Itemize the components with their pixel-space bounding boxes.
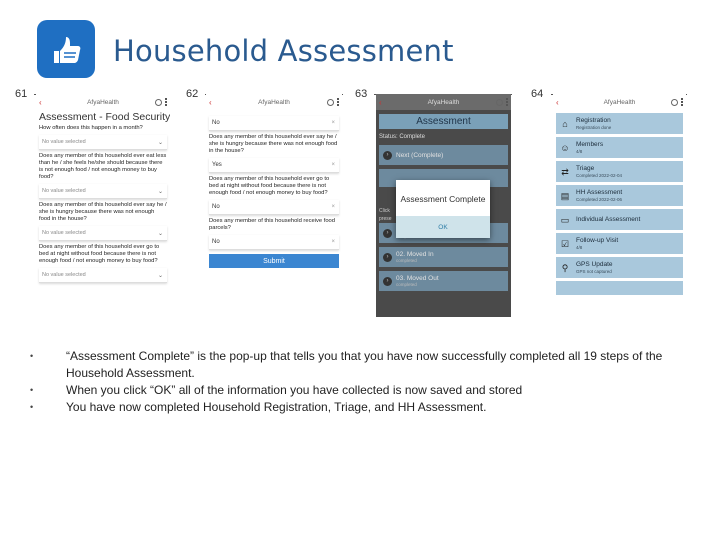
app-title: AfyaHealth [427, 98, 460, 106]
side-label: prese [379, 216, 392, 222]
submit-button[interactable]: Submit [209, 254, 339, 268]
back-icon[interactable]: ‹ [556, 97, 559, 107]
side-label: Click [379, 208, 390, 214]
screenshot-food-security [36, 94, 170, 317]
transfer-icon: ⇄ [561, 166, 569, 177]
screenshot-assessment-complete [376, 94, 511, 317]
clear-icon[interactable]: × [331, 204, 335, 210]
menu-item-members[interactable]: ☺ Members 4/8 [556, 137, 683, 158]
answer-select[interactable]: Yes × [209, 158, 339, 173]
screenshot-household-menu [553, 94, 686, 317]
clear-icon[interactable]: × [331, 162, 335, 168]
screenshot-food-security-answers [206, 94, 342, 317]
app-title: AfyaHealth [258, 98, 290, 106]
bullet-list [30, 348, 698, 416]
bullet-item: • You have now completed Household Registration, Triage, and HH Assessment. [30, 400, 487, 414]
question-label: How often does this happen in a month? [39, 125, 143, 131]
chevron-right-icon: › [383, 253, 392, 262]
question-label: Does any member of this household ever go to bed at night without food because there is not enough food / not enough money to buy food? [39, 244, 160, 264]
checkbox-icon: ☑ [560, 238, 570, 249]
menu-item-hh-assessment[interactable]: ▤ HH Assessment Completed 2022-02-06 [556, 185, 683, 206]
house-icon: ⌂ [562, 118, 568, 129]
chevron-down-icon: ⌄ [157, 139, 163, 146]
next-row[interactable]: › Next (Complete) [379, 145, 508, 165]
list-item[interactable]: › 02. Moved In completed [379, 247, 508, 267]
answer-select[interactable]: No value selected ⌄ [39, 226, 167, 241]
page-number: 61 [15, 88, 28, 100]
app-bar [206, 94, 342, 110]
page-number: 62 [186, 88, 199, 100]
dialog-title: Assessment Complete [400, 194, 486, 204]
app-title: AfyaHealth [603, 98, 636, 106]
answer-select[interactable]: No × [209, 116, 339, 131]
chevron-right-icon: › [383, 229, 392, 238]
page-number: 64 [531, 88, 544, 100]
back-icon[interactable]: ‹ [379, 97, 382, 107]
status-text: Status: Complete [379, 134, 426, 140]
chevron-down-icon: ⌄ [157, 230, 163, 237]
ok-button[interactable]: OK [396, 216, 490, 238]
menu-item-follow-up-visit[interactable]: ☑ Follow-up Visit 4/8 [556, 233, 683, 254]
pin-icon: ⚲ [561, 262, 569, 273]
bullet-item: • “Assessment Complete” is the pop-up that tells you that you have now successfully completed all 19 steps of the Household Assessment. [30, 349, 663, 380]
question-label: Does any member of this household ever go to bed at night without food because there is not enough food / not enough money to buy food? [209, 176, 330, 196]
list-item[interactable] [556, 281, 683, 295]
answer-select[interactable]: No value selected ⌄ [39, 135, 167, 150]
assessment-complete-dialog [396, 180, 490, 238]
thumbs-up-hand-icon [37, 20, 95, 78]
chevron-right-icon: › [383, 277, 392, 286]
app-bar [553, 94, 686, 110]
form-heading: Assessment - Food Security [39, 111, 170, 123]
question-label: Does any member of this household ever say he / she is hungry because there was not enough food in the house? [209, 134, 338, 154]
document-icon: ▤ [560, 190, 570, 201]
back-icon[interactable]: ‹ [209, 97, 212, 107]
answer-select[interactable]: No × [209, 235, 339, 250]
list-item[interactable]: › 03. Moved Out completed [379, 271, 508, 291]
back-icon[interactable]: ‹ [39, 97, 42, 107]
page-number: 63 [355, 88, 368, 100]
answer-select[interactable]: No value selected ⌄ [39, 268, 167, 283]
chevron-down-icon: ⌄ [157, 272, 163, 279]
answer-select[interactable]: No value selected ⌄ [39, 184, 167, 199]
app-bar [36, 94, 170, 110]
menu-item-individual-assessment[interactable]: ▭ Individual Assessment [556, 209, 683, 230]
id-card-icon: ▭ [560, 214, 570, 225]
clear-icon[interactable]: × [331, 120, 335, 126]
slide-title: Household Assessment [113, 34, 454, 68]
answer-select[interactable]: No × [209, 200, 339, 215]
app-title: AfyaHealth [87, 98, 119, 106]
menu-item-triage[interactable]: ⇄ Triage Completed 2022-02-04 [556, 161, 683, 182]
assessment-header: Assessment [379, 114, 508, 129]
question-label: Does any member of this household ever eat less than he / she feels he/she should because there is not enough food / not enough money to buy food? [39, 153, 167, 180]
bullet-item: • When you click “OK” all of the information you have collected is now saved and stored [30, 383, 523, 397]
people-icon: ☺ [560, 142, 570, 153]
menu-item-gps-update[interactable]: ⚲ GPS Update GPS not captured [556, 257, 683, 278]
chevron-right-icon: › [383, 151, 392, 160]
menu-item-registration[interactable]: ⌂ Registration Registration done [556, 113, 683, 134]
question-label: Does any member of this household receive food parcels? [209, 218, 335, 231]
question-label: Does any member of this household ever say he / she is hungry because there was not enough food in the house? [39, 202, 167, 222]
chevron-down-icon: ⌄ [157, 188, 163, 195]
app-bar [376, 94, 511, 110]
clear-icon[interactable]: × [331, 239, 335, 245]
